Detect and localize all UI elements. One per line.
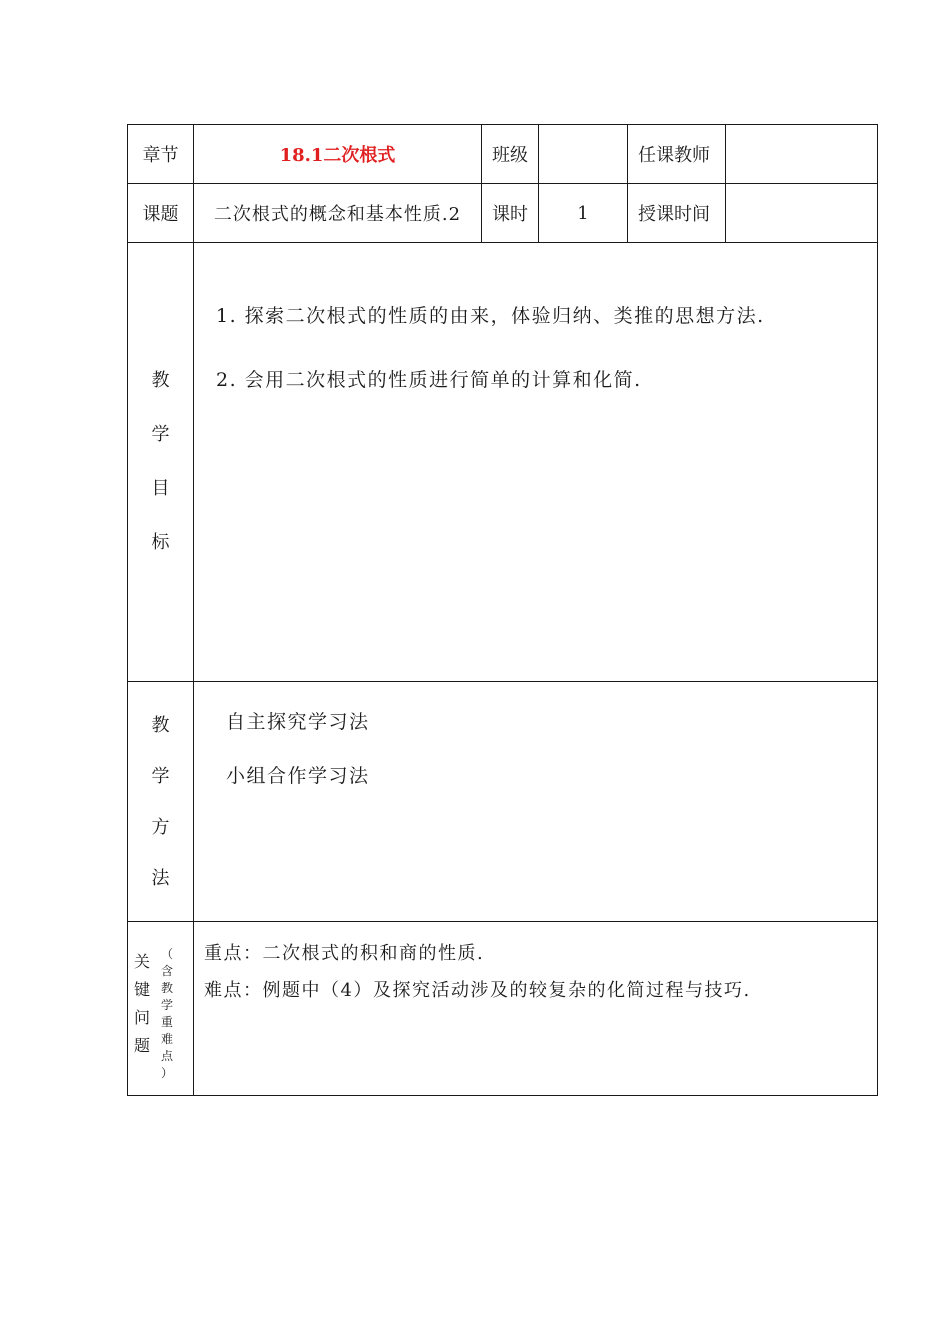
key-points-label-note — [160, 946, 174, 1082]
period-label: 课时 — [482, 184, 539, 243]
objectives-label — [128, 243, 194, 682]
objective-item: 2. 会用二次根式的性质进行简单的计算和化简. — [216, 369, 642, 391]
chapter-title: 18.1二次根式 — [194, 125, 482, 184]
key-point-item: 难点：例题中（4）及探究活动涉及的较复杂的化简过程与技巧. — [204, 980, 751, 1001]
chapter-label: 章节 — [128, 125, 194, 184]
methods-content — [194, 682, 878, 922]
teacher-value-cell[interactable] — [726, 125, 878, 184]
methods-label-char: 学 — [151, 765, 170, 787]
key-points-content — [194, 922, 878, 1096]
key-note-char: 学 — [160, 998, 173, 1012]
methods-label-char: 法 — [151, 867, 170, 889]
key-label-char: 键 — [133, 980, 150, 999]
key-note-char: 点 — [160, 1049, 173, 1063]
topic-label: 课题 — [128, 184, 194, 243]
objectives-label-char: 学 — [151, 424, 170, 445]
teacher-label: 任课教师 — [628, 125, 726, 184]
methods-row — [128, 682, 878, 922]
class-label: 班级 — [482, 125, 539, 184]
key-note-char: 教 — [160, 981, 173, 995]
period-value: 1 — [539, 184, 628, 243]
header-row — [128, 125, 878, 184]
lesson-plan-sheet — [127, 124, 877, 1096]
method-item: 小组合作学习法 — [226, 765, 370, 787]
objective-item: 1. 探索二次根式的性质的由来，体验归纳、类推的思想方法. — [216, 305, 765, 327]
key-label-char: 问 — [133, 1008, 150, 1027]
topic-row — [128, 184, 878, 243]
key-label-char: 题 — [133, 1036, 150, 1055]
method-item: 自主探究学习法 — [226, 711, 370, 733]
key-note-char: （ — [160, 947, 173, 961]
time-label: 授课时间 — [628, 184, 726, 243]
key-points-label-main — [132, 948, 152, 1060]
objectives-label-char: 标 — [151, 532, 170, 553]
objectives-row — [128, 243, 878, 682]
objectives-label-char: 目 — [151, 478, 170, 499]
key-point-item: 重点：二次根式的积和商的性质. — [204, 943, 485, 964]
class-value-cell[interactable] — [539, 125, 628, 184]
key-note-char: 难 — [160, 1032, 173, 1046]
key-points-label — [128, 922, 194, 1096]
key-label-char: 关 — [133, 952, 150, 971]
methods-label-char: 方 — [151, 816, 170, 838]
objectives-content — [194, 243, 878, 682]
key-note-char: ） — [160, 1066, 173, 1080]
topic-value: 二次根式的概念和基本性质.2 — [194, 184, 482, 243]
objectives-label-char: 教 — [151, 370, 170, 391]
methods-label-char: 教 — [151, 714, 170, 736]
key-note-char: 重 — [160, 1015, 173, 1029]
lesson-plan-table — [127, 124, 878, 1096]
key-note-char: 含 — [160, 964, 173, 978]
key-points-row — [128, 922, 878, 1096]
time-value-cell[interactable] — [726, 184, 878, 243]
methods-label — [128, 682, 194, 922]
